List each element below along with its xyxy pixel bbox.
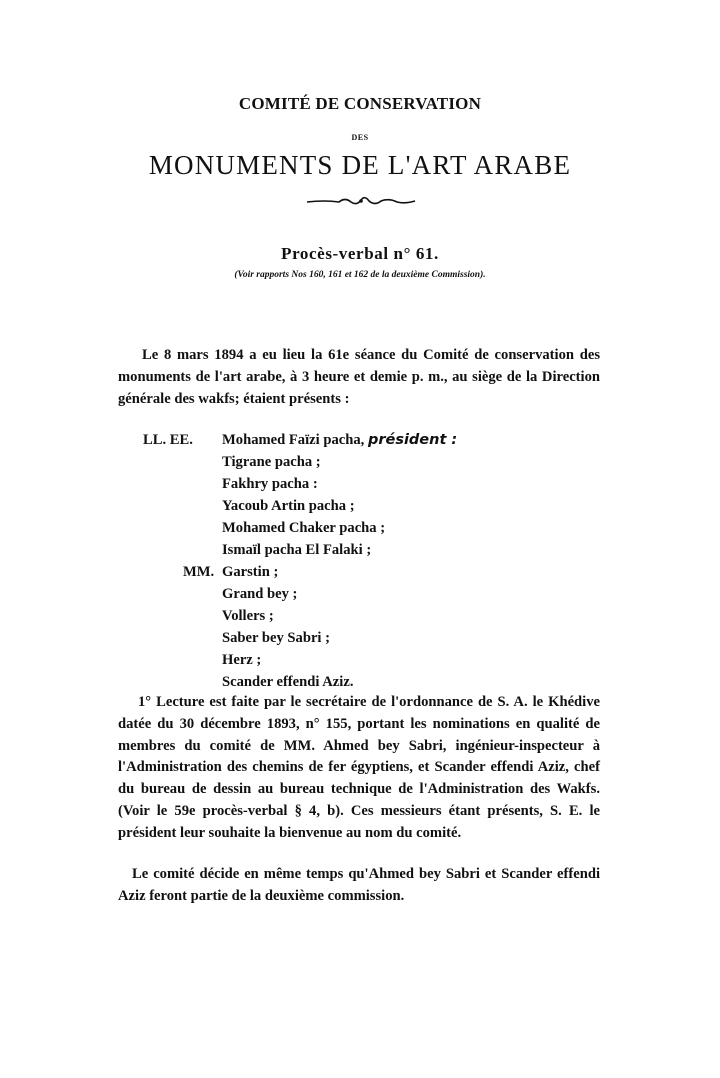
paragraph-1: 1° Lecture est faite par le secrétaire de l'ordonnance de S. A. le Khédive datée du 30 décembre 1893, n° 155, portant les nominations en qualité de membres du comité de MM. Ahmed bey Sabri, ingénieur-inspecteur à l'Administration des chemins de fer égyptiens, et Scander effendi Aziz, chef du bureau de dessin au bureau technique de l'Administration des Wakfs. (Voir le 59e procès-verbal § 4, b). Ces messieurs étant présents, S. E. le président leur souhaite la bienvenue au nom du comité. <box>118 694 600 841</box>
attendee-mm: Grand bey ; <box>222 586 298 602</box>
attendee-mm: Scander effendi Aziz. <box>222 674 354 690</box>
attendee-ll-ee: Fakhry pacha : <box>222 476 318 492</box>
attendee-ll-ee: Yacoub Artin pacha ; <box>222 498 355 514</box>
president-label: président : <box>367 432 458 448</box>
attendee-mm: Vollers ; <box>222 608 274 624</box>
des-heading: DES <box>351 133 369 142</box>
proces-verbal-title: Procès-verbal n° 61. <box>281 244 439 263</box>
ll-ee-prefix: LL. EE. <box>143 432 193 448</box>
proces-verbal-note: (Voir rapports Nos 160, 161 et 162 de la deuxième Commission). <box>234 270 486 280</box>
president-name: Mohamed Faïzi pacha, <box>222 432 365 448</box>
committee-heading: COMITÉ DE CONSERVATION <box>238 94 482 113</box>
ornament-divider <box>305 195 417 207</box>
page-title: MONUMENTS DE L'ART ARABE <box>148 150 572 180</box>
attendee-ll-ee: Ismaïl pacha El Falaki ; <box>222 542 372 558</box>
attendee-ll-ee: Mohamed Chaker pacha ; <box>222 520 386 536</box>
attendee-mm: Herz ; <box>222 652 262 668</box>
paragraph-2: Le comité décide en même temps qu'Ahmed bey Sabri et Scander effendi Aziz feront partie de la deuxième commission. <box>118 866 600 904</box>
intro-paragraph: Le 8 mars 1894 a eu lieu la 61e séance du Comité de conservation des monuments de l'art arabe, à 3 heure et demie p. m., au siège de la Direction générale des wakfs; étaient présents : <box>118 347 600 407</box>
attendee-mm: Garstin ; <box>222 564 279 580</box>
mm-prefix: MM. <box>183 564 215 580</box>
president-line <box>222 432 457 449</box>
attendee-ll-ee: Tigrane pacha ; <box>222 454 321 470</box>
attendee-mm: Saber bey Sabri ; <box>222 630 330 646</box>
